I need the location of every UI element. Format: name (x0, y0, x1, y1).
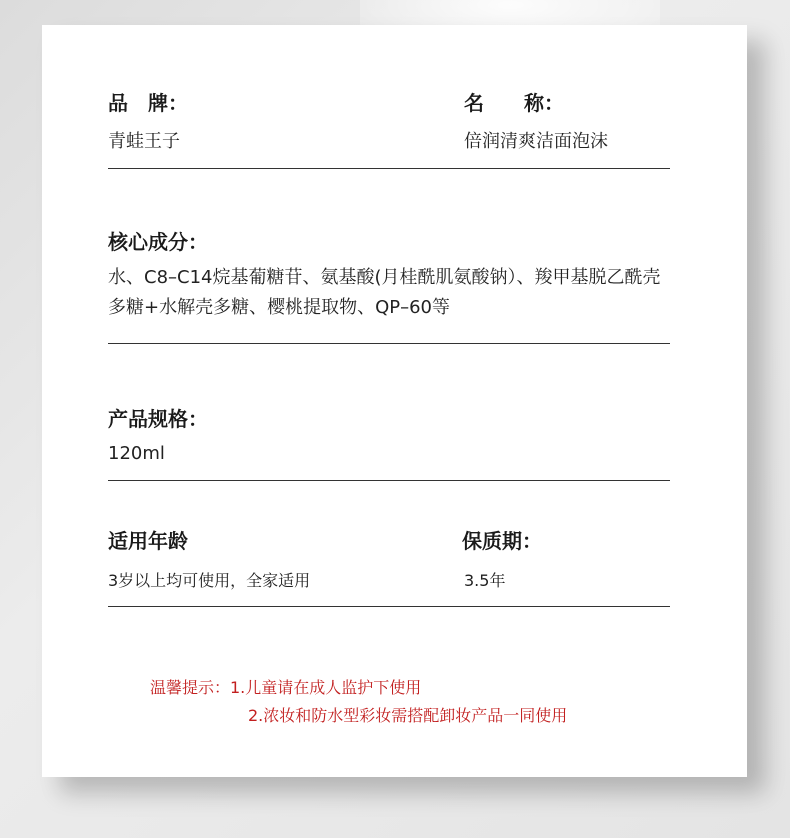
divider-age (108, 606, 670, 607)
divider-brand (108, 168, 670, 169)
shelf-life-value: 3.5年 (464, 571, 506, 590)
ingredients-label: 核心成分： (108, 230, 208, 254)
ingredients-value: 水、C8–C14烷基葡糖苷、氨基酸(月桂酰肌氨酸钠）、羧甲基脱乙酰壳多糖+水解壳多糖、樱桃提取物、QP–60等 (108, 267, 661, 318)
divider-ingredients (108, 343, 670, 344)
shelf-life-label: 保质期： (462, 529, 542, 553)
name-label: 名 称： (464, 91, 564, 115)
tips-line-2: 2.浓妆和防水型彩妆需搭配卸妆产品一同使用 (248, 706, 568, 725)
spec-value: 120ml (108, 443, 165, 464)
brand-value: 青蛙王子 (108, 131, 180, 152)
age-value: 3岁以上均可使用，全家适用 (108, 571, 311, 590)
brand-label: 品 牌： (108, 91, 188, 115)
divider-spec (108, 480, 670, 481)
name-value: 倍润清爽洁面泡沫 (464, 131, 608, 152)
spec-label: 产品规格： (108, 407, 208, 431)
product-info-card (42, 25, 747, 777)
tips-line-1: 温馨提示：1.儿童请在成人监护下使用 (150, 678, 422, 697)
age-label: 适用年龄 (108, 529, 188, 553)
